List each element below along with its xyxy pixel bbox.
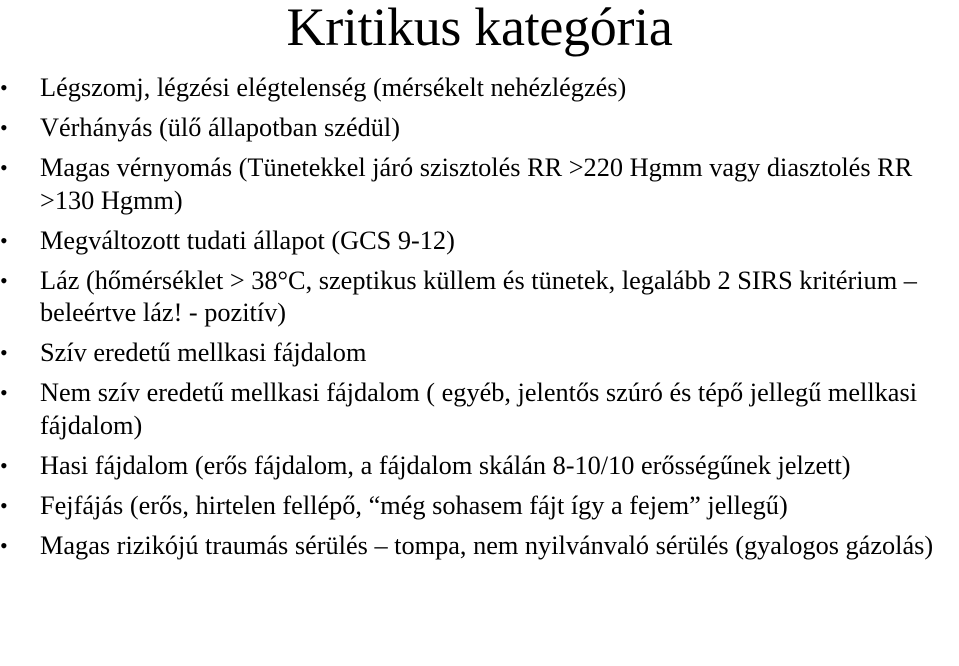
bullet-icon: • <box>0 155 8 180</box>
criteria-list <box>0 72 959 570</box>
list-item <box>0 450 959 483</box>
list-item <box>0 377 959 442</box>
bullet-icon: • <box>0 267 8 293</box>
list-item <box>0 530 959 563</box>
list-item-text: Fejfájás (erős, hirtelen fellépő, “még sohasem fájt így a fejem” jellegű) <box>40 490 788 520</box>
bullet-icon: • <box>0 492 8 518</box>
list-item <box>0 337 959 370</box>
list-item-text: Hasi fájdalom (erős fájdalom, a fájdalom skálán 8-10/10 erősségűnek jelzett) <box>40 450 851 480</box>
list-item <box>0 225 959 258</box>
list-item-text: Láz (hőmérséklet > 38°C, szeptikus küllem és tünetek, legalább 2 SIRS kritérium – beleértve láz! - pozitív) <box>40 265 917 327</box>
bullet-icon: • <box>0 380 8 405</box>
list-item <box>0 112 959 145</box>
list-item <box>0 152 959 217</box>
list-item-text: Légszomj, légzési elégtelenség (mérsékelt nehézlégzés) <box>40 73 627 102</box>
list-item-text: Nem szív eredetű mellkasi fájdalom ( egyéb, jelentős szúró és tépő jellegű mellkasi fájdalom) <box>40 378 918 440</box>
bullet-icon: • <box>0 115 8 140</box>
list-item-text: Megváltozott tudati állapot (GCS 9-12) <box>40 225 455 255</box>
bullet-icon: • <box>0 452 8 478</box>
list-item-text: Vérhányás (ülő állapotban szédül) <box>40 113 400 142</box>
bullet-icon: • <box>0 75 8 100</box>
list-item <box>0 265 959 330</box>
bullet-icon: • <box>0 227 8 253</box>
list-item-text: Szív eredetű mellkasi fájdalom <box>40 338 367 367</box>
list-item-text: Magas rizikójú traumás sérülés – tompa, nem nyilvánvaló sérülés (gyalogos gázolás) <box>40 530 934 560</box>
list-item <box>0 490 959 523</box>
bullet-icon: • <box>0 340 8 365</box>
list-item <box>0 72 959 105</box>
slide-title: Kritikus kategória <box>286 0 673 57</box>
bullet-icon: • <box>0 532 8 558</box>
list-item-text: Magas vérnyomás (Tünetekkel járó szisztolés RR >220 Hgmm vagy diasztolés RR >130 Hgmm) <box>40 153 913 215</box>
